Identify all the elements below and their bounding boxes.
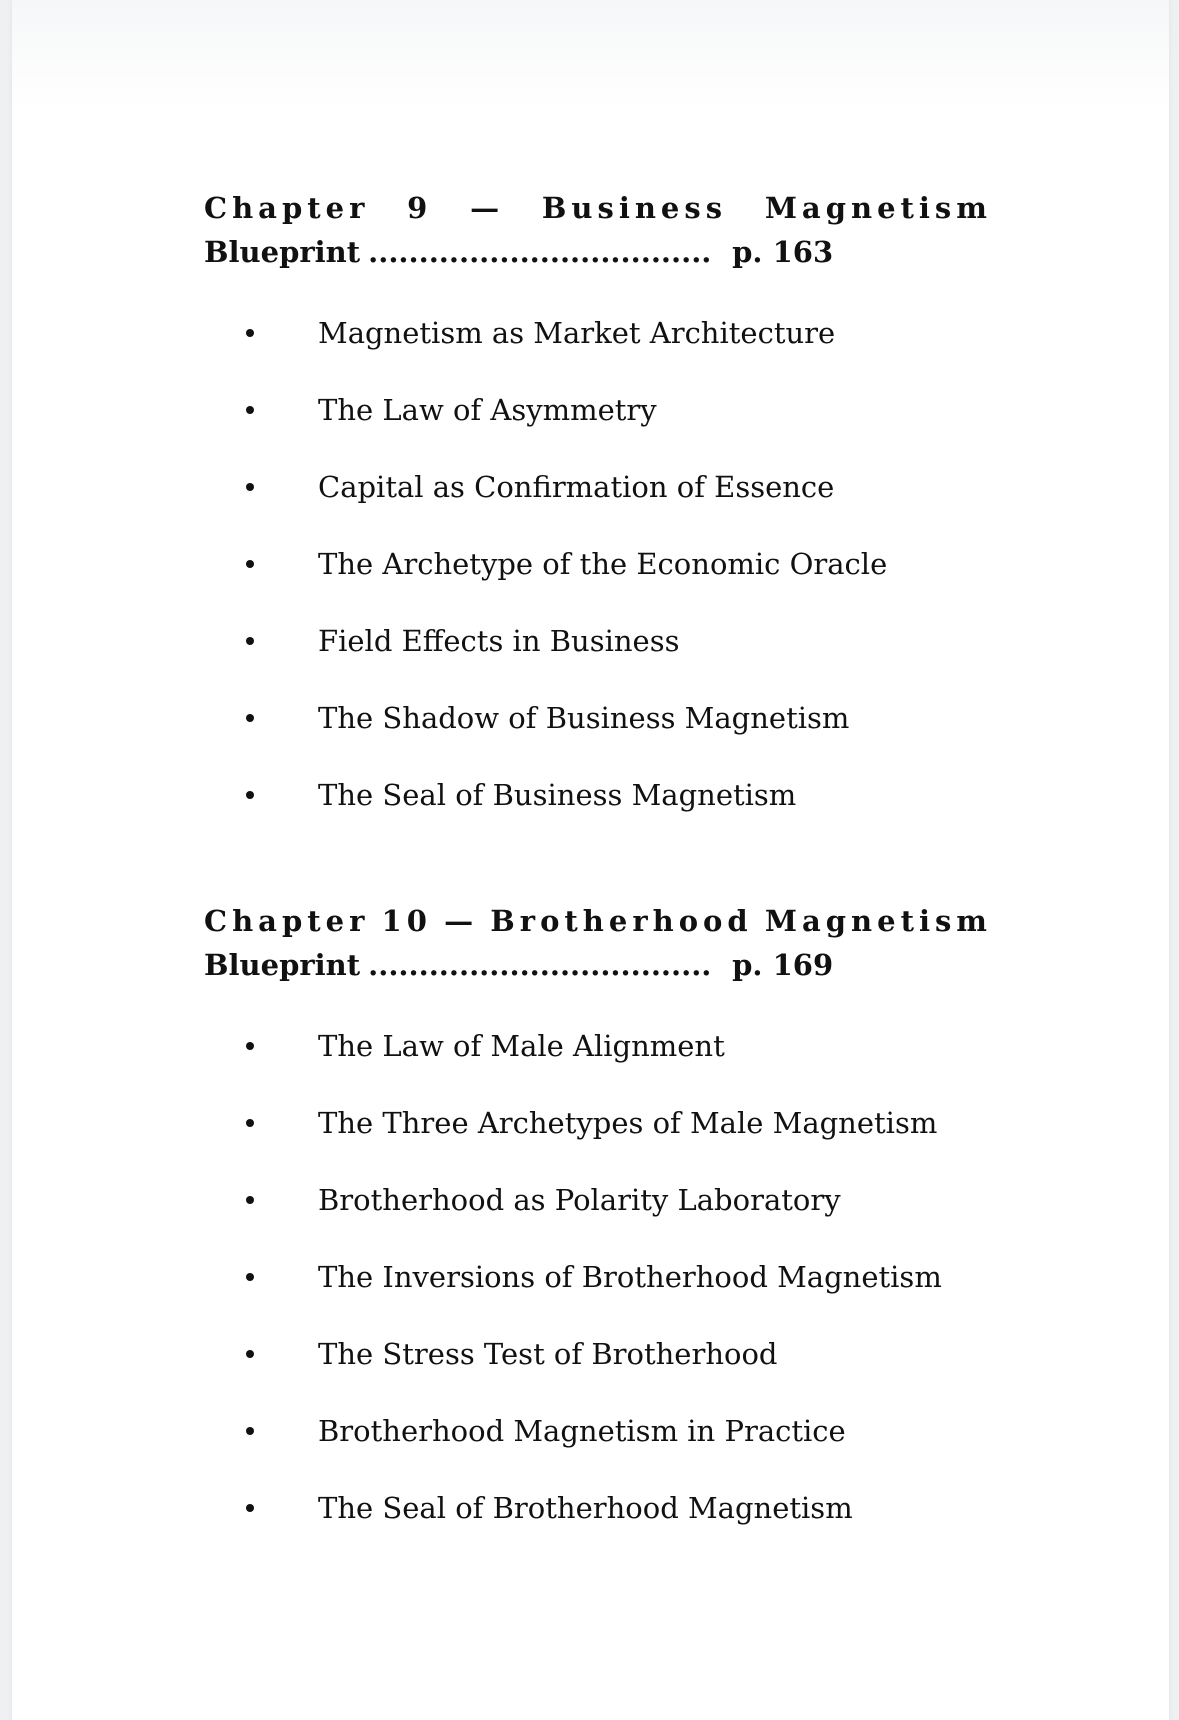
bullet-icon — [246, 560, 254, 568]
topic-label: The Three Archetypes of Male Magnetism — [318, 1105, 938, 1140]
topic-label: Field Effects in Business — [318, 623, 680, 658]
bullet-icon — [246, 1273, 254, 1281]
page-number: p. 169 — [732, 948, 834, 982]
topic-label: Magnetism as Market Architecture — [318, 315, 836, 350]
bullet-icon — [246, 406, 254, 414]
bullet-icon — [246, 714, 254, 722]
bullet-icon — [246, 1119, 254, 1127]
chapter-subtitle-line[interactable] — [204, 943, 1004, 987]
topic-label: The Archetype of the Economic Oracle — [318, 546, 888, 581]
chapter-title-word: Brotherhood — [490, 904, 753, 938]
topic-label: The Law of Asymmetry — [318, 392, 657, 427]
chapter-subtitle-line[interactable] — [204, 230, 1004, 274]
topic-label: The Shadow of Business Magnetism — [318, 700, 850, 735]
topic-item[interactable] — [204, 448, 1004, 525]
page-top-shade — [12, 0, 1169, 110]
chapter-title[interactable] — [204, 186, 992, 230]
chapter-subtitle: Blueprint — [204, 235, 361, 269]
topic-list — [204, 294, 1004, 833]
topic-item[interactable] — [204, 679, 1004, 756]
chapter-title[interactable] — [204, 899, 992, 943]
bullet-icon — [246, 1196, 254, 1204]
bullet-icon — [246, 329, 254, 337]
chapter-subtitle: Blueprint — [204, 948, 361, 982]
topic-item[interactable] — [204, 602, 1004, 679]
topic-item[interactable] — [204, 756, 1004, 833]
bullet-icon — [246, 1042, 254, 1050]
topic-label: The Stress Test of Brotherhood — [318, 1336, 778, 1371]
topic-item[interactable] — [204, 1084, 1004, 1161]
bullet-icon — [246, 1350, 254, 1358]
topic-list — [204, 1007, 1004, 1546]
bullet-icon — [246, 791, 254, 799]
topic-item[interactable] — [204, 1392, 1004, 1469]
bullet-icon — [246, 637, 254, 645]
table-of-contents — [204, 186, 1004, 1546]
topic-item[interactable] — [204, 1007, 1004, 1084]
bullet-icon — [246, 1504, 254, 1512]
topic-label: Capital as Confirmation of Essence — [318, 469, 835, 504]
topic-label: The Seal of Brotherhood Magnetism — [318, 1490, 853, 1525]
dot-leader: .................................. — [368, 235, 712, 269]
topic-label: The Law of Male Alignment — [318, 1028, 725, 1063]
chapter-title-word: Chapter — [204, 904, 370, 938]
topic-label: Brotherhood as Polarity Laboratory — [318, 1182, 841, 1217]
chapter-title-word: Magnetism — [764, 904, 992, 938]
topic-item[interactable] — [204, 525, 1004, 602]
bullet-icon — [246, 1427, 254, 1435]
topic-item[interactable] — [204, 371, 1004, 448]
topic-item[interactable] — [204, 294, 1004, 371]
toc-chapter-10 — [204, 899, 1004, 1546]
chapter-title-word: Magnetism — [764, 191, 992, 225]
dot-leader: .................................. — [368, 948, 712, 982]
chapter-title-word: 9 — [407, 191, 433, 225]
topic-item[interactable] — [204, 1469, 1004, 1546]
chapter-title-word: Chapter — [204, 191, 370, 225]
topic-item[interactable] — [204, 1161, 1004, 1238]
chapter-title-word: 10 — [381, 904, 432, 938]
topic-label: The Seal of Business Magnetism — [318, 777, 797, 812]
topic-item[interactable] — [204, 1238, 1004, 1315]
chapter-title-word: Business — [541, 191, 728, 225]
chapter-title-word: — — [470, 191, 505, 225]
bullet-icon — [246, 483, 254, 491]
page-number: p. 163 — [732, 235, 834, 269]
document-page — [12, 0, 1169, 1720]
topic-label: Brotherhood Magnetism in Practice — [318, 1413, 846, 1448]
toc-chapter-9 — [204, 186, 1004, 833]
chapter-title-word: — — [444, 904, 479, 938]
topic-item[interactable] — [204, 1315, 1004, 1392]
topic-label: The Inversions of Brotherhood Magnetism — [318, 1259, 942, 1294]
